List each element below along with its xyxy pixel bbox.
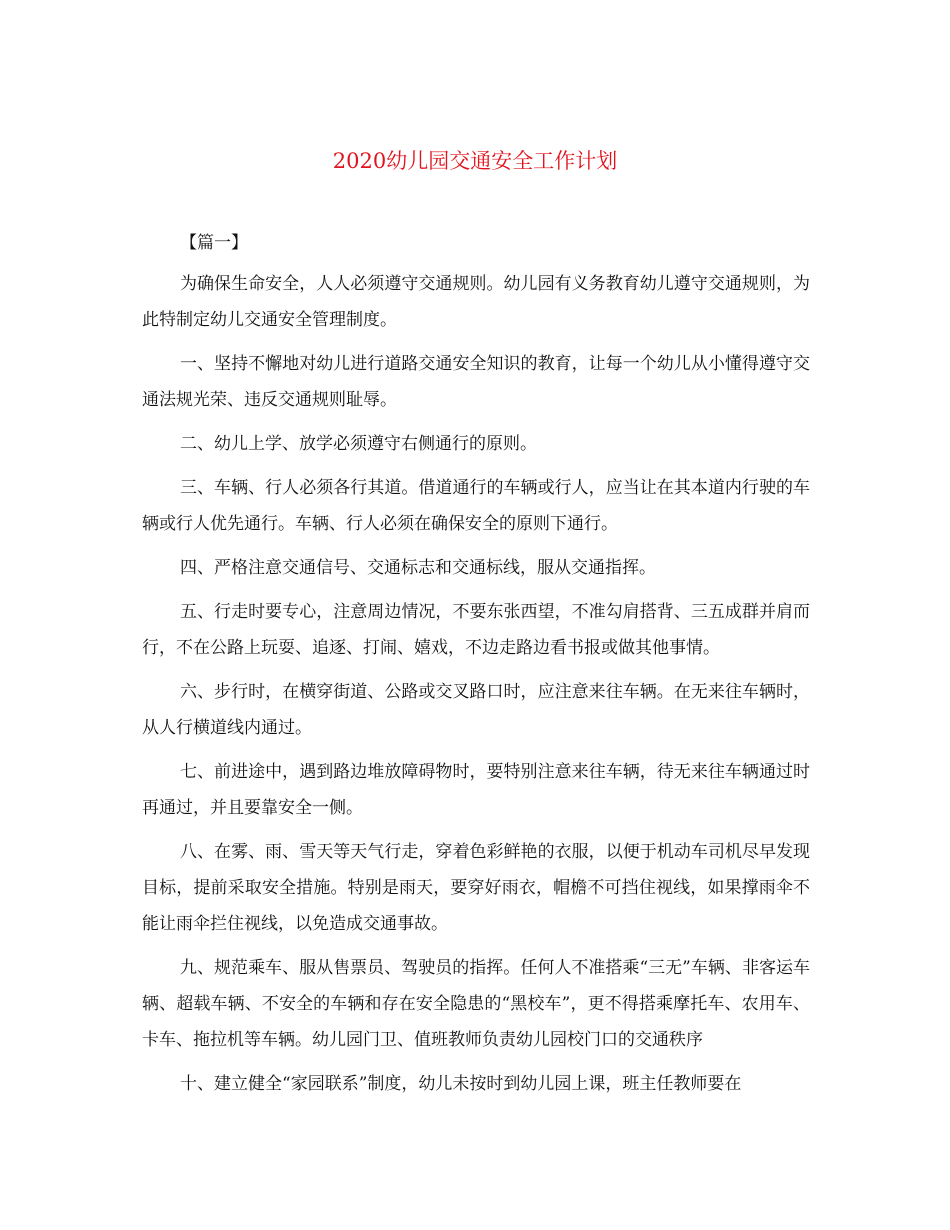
document-title: 2020幼儿园交通安全工作计划 [332,149,618,173]
paragraph-rule-6: 六、步行时，在横穿街道、公路或交叉路口时，应注意来往车辆。在无来往车辆时，从人行横道线内通过。 [142,682,810,738]
paragraph-rule-1: 一、坚持不懈地对幼儿进行道路交通安全知识的教育，让每一个幼儿从小懂得遵守交通法规光荣、违反交通规则耻辱。 [142,354,810,410]
paragraph-rule-4: 四、严格注意交通信号、交通标志和交通标线，服从交通指挥。 [180,558,656,578]
section-label: 【篇一】 [180,233,248,253]
paragraph-rule-8: 八、在雾、雨、雪天等天气行走，穿着色彩鲜艳的衣服，以便于机动车司机尽早发现目标，提前采取安全措施。特别是雨天，要穿好雨衣，帽檐不可挡住视线，如果撑雨伞不能让雨伞拦住视线，以免造成交通事故。 [142,842,810,934]
paragraph-rule-9: 九、规范乘车、服从售票员、驾驶员的指挥。任何人不准搭乘“三无”车辆、非客运车辆、超载车辆、不安全的车辆和存在安全隐患的“黑校车”，更不得搭乘摩托车、农用车、卡车、拖拉机等车辆。幼儿园门卫、值班教师负责幼儿园校门口的交通秩序 [142,958,810,1050]
paragraph-rule-2: 二、幼儿上学、放学必须遵守右侧通行的原则。 [180,434,537,454]
paragraph-rule-3: 三、车辆、行人必须各行其道。借道通行的车辆或行人，应当让在其本道内行驶的车辆或行人优先通行。车辆、行人必须在确保安全的原则下通行。 [142,478,810,534]
document-body [142,228,810,1110]
paragraph-rule-7: 七、前进途中，遇到路边堆放障碍物时，要特别注意来往车辆，待无来往车辆通过时再通过，并且要靠安全一侧。 [142,762,810,818]
paragraph-rule-10: 十、建立健全“家园联系”制度，幼儿未按时到幼儿园上课，班主任教师要在 [180,1074,742,1094]
paragraph-intro: 为确保生命安全，人人必须遵守交通规则。幼儿园有义务教育幼儿遵守交通规则，为此特制定幼儿交通安全管理制度。 [142,274,810,330]
paragraph-rule-5: 五、行走时要专心，注意周边情况，不要东张西望，不准勾肩搭背、三五成群并肩而行，不在公路上玩耍、追逐、打闹、嬉戏，不边走路边看书报或做其他事情。 [142,602,810,658]
